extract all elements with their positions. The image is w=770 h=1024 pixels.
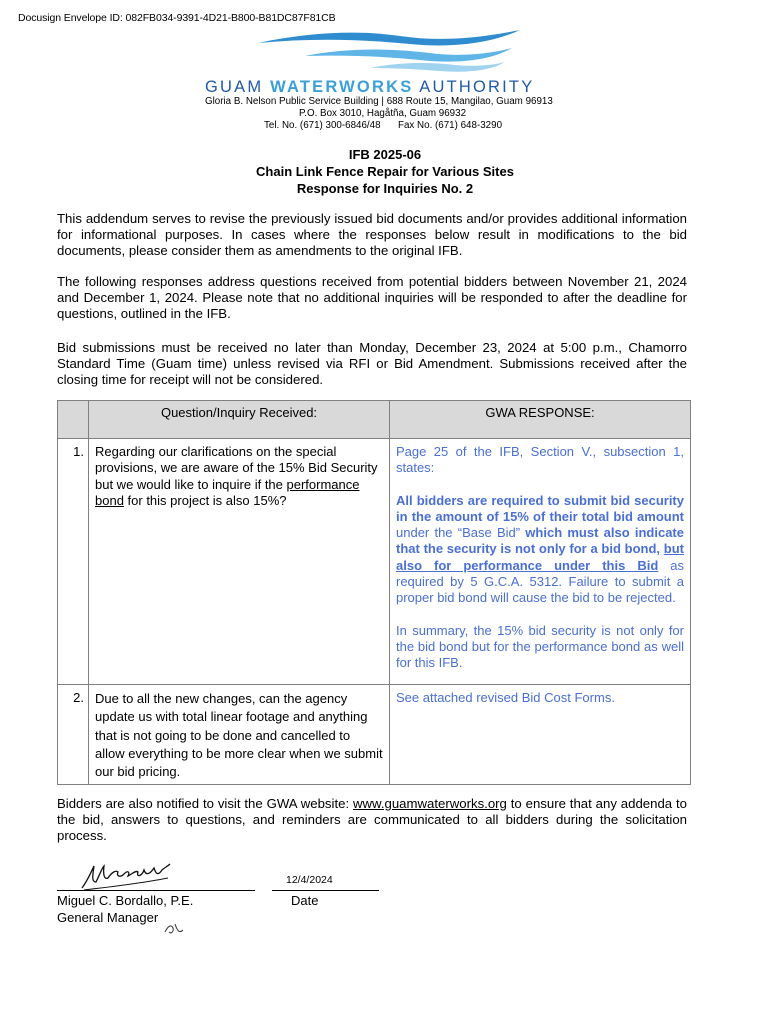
response-intro: Page 25 of the IFB, Section V., subsection 1, states: bbox=[396, 444, 684, 476]
address-line-2: P.O. Box 3010, Hagåtña, Guam 96932 bbox=[299, 108, 467, 119]
response-quote: All bidders are required to submit bid security in the amount of 15% of their total bid amount under the “Base Bid” which must also indicate that the security is not only for a bid bond, but also for performance under this Bid as required by 5 G.C.A. 5312. Failure to submit a proper bid bond will cause the bid to be rejected. bbox=[396, 492, 684, 606]
paragraph-deadline: Bid submissions must be received no later than Monday, December 23, 2024 at 5:00 p.m., Chamorro Standard Time (Guam time) unless revised via RFI or Bid Amendment. Submissions received after the closing time for receipt will not be considered. bbox=[57, 340, 687, 388]
date-label: Date bbox=[291, 893, 319, 908]
row-number: 1. bbox=[58, 439, 89, 685]
header-response: GWA RESPONSE: bbox=[390, 401, 691, 439]
table-row bbox=[58, 685, 691, 785]
address-line-1: Gloria B. Nelson Public Service Building | 688 Route 15, Mangilao, Guam 96913 bbox=[205, 96, 553, 107]
signer-name: Miguel C. Bordallo, P.E. bbox=[57, 893, 194, 908]
question-cell: Due to all the new changes, can the agency update us with total linear footage and anything that is not going to be done and cancelled to allow everything to be more clear when we submit our bid pricing. bbox=[89, 685, 390, 785]
signer-title: General Manager bbox=[57, 910, 159, 925]
inquiry-table bbox=[57, 400, 691, 785]
initials-icon bbox=[163, 920, 187, 938]
header-number bbox=[58, 401, 89, 439]
ifb-title: Chain Link Fence Repair for Various Sites bbox=[256, 164, 514, 179]
envelope-id: Docusign Envelope ID: 082FB034-9391-4D21-B800-B81DC87F81CB bbox=[18, 12, 336, 24]
signature-line bbox=[57, 890, 255, 891]
website-link[interactable]: www.guamwaterworks.org bbox=[352, 796, 507, 811]
paragraph-responses: The following responses address questions received from potential bidders between November 21, 2024 and December 1, 2024. Please note that no additional inquiries will be responded to after the deadline for questions, outlined in the IFB. bbox=[57, 274, 687, 322]
waves-logo-icon bbox=[250, 26, 550, 74]
paragraph-website: Bidders are also notified to visit the GWA website: www.guamwaterworks.org to ensure that any addenda to the bid, answers to questions, and reminders are communicated to all bidders during the solicitation process. bbox=[57, 796, 687, 844]
response-title: Response for Inquiries No. 2 bbox=[296, 181, 474, 196]
ifb-number: IFB 2025-06 bbox=[348, 147, 422, 162]
header-question: Question/Inquiry Received: bbox=[89, 401, 390, 439]
fax: Fax No. (671) 648-3290 bbox=[398, 120, 503, 131]
date-line bbox=[272, 890, 379, 891]
response-cell: See attached revised Bid Cost Forms. bbox=[390, 685, 691, 785]
table-row bbox=[58, 439, 691, 685]
table-header-row bbox=[58, 401, 691, 439]
telephone: Tel. No. (671) 300-6846/48 bbox=[264, 120, 381, 131]
row-number: 2. bbox=[58, 685, 89, 785]
org-name: GUAM WATERWORKS AUTHORITY bbox=[205, 78, 535, 96]
response-summary: In summary, the 15% bid security is not only for the bid bond but for the performance bond as well for this IFB. bbox=[396, 622, 684, 671]
paragraph-addendum: This addendum serves to revise the previously issued bid documents and/or provides additional information for informational purposes. In cases where the responses below result in modifications to the bid documents, please consider them as amendments to the original IFB. bbox=[57, 211, 687, 259]
response-cell bbox=[390, 439, 691, 685]
signature-date: 12/4/2024 bbox=[286, 874, 333, 886]
question-cell: Regarding our clarifications on the special provisions, we are aware of the 15% Bid Security but we would like to inquire if the performance bond for this project is also 15%? bbox=[89, 439, 390, 685]
signature-icon bbox=[78, 860, 173, 894]
